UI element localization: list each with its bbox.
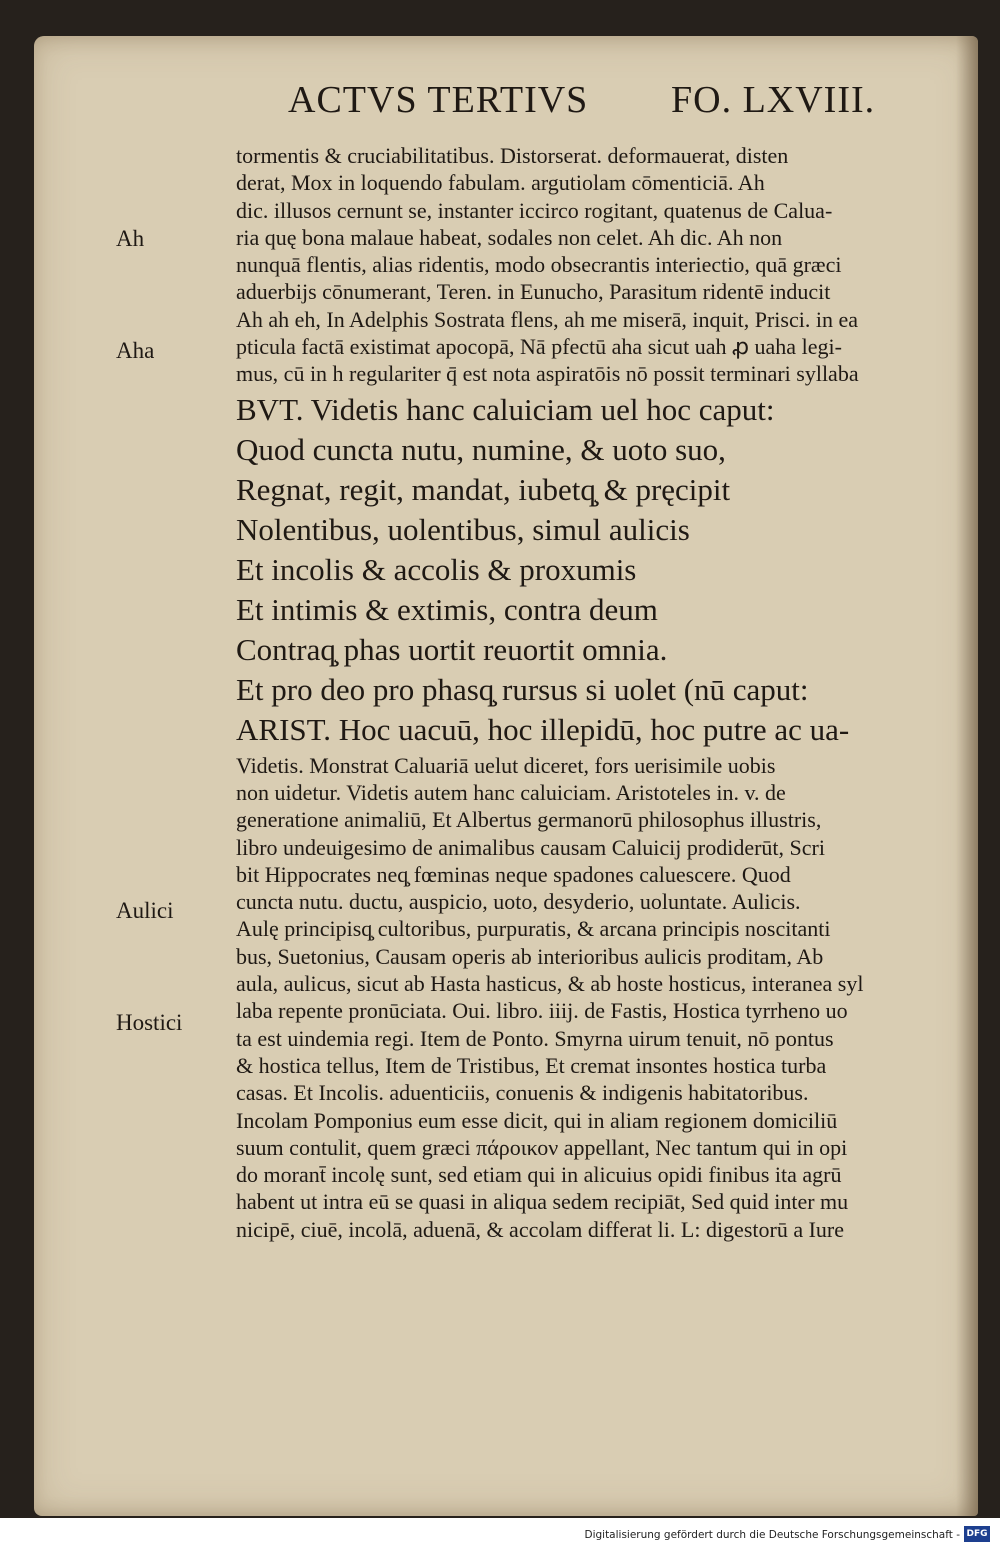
text-line: ta est uindemia regi. Item de Ponto. Smyrna uirum tenuit, nō pontus	[236, 1025, 834, 1051]
text-line: laba repente pronūciata. Oui. libro. iiij. de Fastis, Hostica tyrrheno uo	[236, 998, 848, 1024]
text-line: habent ut intra eū se quasi in aliqua sedem recipiāt, Sed quid inter mu	[236, 1189, 849, 1215]
verse-line: Et intimis & extimis, contra deum	[236, 591, 658, 627]
header-folio-number: FO. LXVIII.	[671, 79, 876, 121]
text-line: pticula factā existimat apocopā, Nā pfectū aha sicut uah ꝓ uaha legi-	[236, 334, 842, 360]
verse-line: BVT. Videtis hanc caluiciam uel hoc caput:	[236, 391, 775, 427]
text-line: bus, Suetonius, Causam operis ab interioribus aulicis proditam, Ab	[236, 943, 824, 969]
text-line: bit Hippocrates neq̧ fœminas neque spadones caluescere. Quod	[236, 861, 791, 887]
text-line: mus, cū in h regulariter q̄ est nota aspiratōis nō possit terminari syllaba	[236, 361, 859, 387]
text-line: nicipē, ciuē, incolā, aduenā, & accolam differat li. L: digestorū a Iure	[236, 1216, 845, 1242]
text-line: nunquā flentis, alias ridentis, modo obsecrantis interiectio, quā græci	[236, 252, 842, 278]
verse-line: Et pro deo pro phasq̧ rursus si uolet (nū caput:	[236, 671, 809, 707]
verse-block	[236, 390, 956, 750]
verse-line: Regnat, regit, mandat, iubetq̧ & pręcipit	[236, 471, 731, 507]
verse-line: Nolentibus, uolentibus, simul aulicis	[236, 511, 690, 547]
dfg-logo: DFG	[964, 1526, 990, 1542]
text-line: libro undeuigesimo de animalibus causam Caluicij prodiderūt, Scri	[236, 834, 825, 860]
text-line: suum contulit, quem græci πάροικον appellant, Nec tantum qui in opi	[236, 1134, 848, 1160]
text-line: generatione animaliū, Et Albertus germanorū philosophus illustris,	[236, 807, 822, 833]
verse-line: Contraq̧ phas uortit reuortit omnia.	[236, 631, 668, 667]
text-line: dic. illusos cernunt se, instanter iccirco rogitant, quatenus de Calua-	[236, 197, 833, 223]
text-line: tormentis & cruciabilitatibus. Distorserat. deformauerat, disten	[236, 143, 789, 168]
main-text	[236, 142, 956, 1243]
footer-funding-text: Digitalisierung gefördert durch die Deutsche Forschungsgemeinschaft -	[584, 1529, 960, 1541]
text-line: aula, aulicus, sicut ab Hasta hasticus, & ab hoste hosticus, interanea syl	[236, 971, 864, 997]
page-edge-shadow	[956, 36, 978, 1516]
running-header	[288, 78, 938, 122]
text-line: aduerbijs cōnumerant, Teren. in Eunucho, Parasitum ridentē inducit	[236, 279, 831, 305]
commentary-block-2	[236, 752, 956, 1243]
margin-note-aulici: Aulici	[116, 898, 174, 923]
text-line: Ah ah eh, In Adelphis Sostrata flens, ah me miserā, inquit, Prisci. in ea	[236, 306, 858, 332]
text-line: cuncta nutu. ductu, auspicio, uoto, desyderio, uoluntate. Aulicis.	[236, 889, 801, 915]
text-line: & hostica tellus, Item de Tristibus, Et cremat insontes hostica turba	[236, 1052, 827, 1078]
text-line: Aulę principisq̧ cultoribus, purpuratis, & arcana principis noscitanti	[236, 916, 831, 942]
text-line: derat, Mox in loquendo fabulam. argutiolam cōmenticiā. Ah	[236, 170, 765, 196]
header-act-title: ACTVS TERTIVS	[288, 79, 589, 121]
commentary-block-1	[236, 142, 956, 388]
text-line: Incolam Pomponius eum esse dicit, qui in aliam regionem domiciliū	[236, 1107, 838, 1133]
text-line: casas. Et Incolis. aduenticiis, conuenis & indigenis habitatoribus.	[236, 1080, 809, 1106]
text-line: ria quę bona malaue habeat, sodales non celet. Ah dic. Ah non	[236, 224, 783, 250]
text-line: do morant̄ incolę sunt, sed etiam qui in alicuius opidi finibus ita agrū	[236, 1162, 842, 1188]
text-line: Videtis. Monstrat Caluariā uelut diceret, fors uerisimile uobis	[236, 752, 776, 778]
footer-bar	[0, 1518, 1000, 1548]
verse-line: Et incolis & accolis & proxumis	[236, 551, 637, 587]
margin-note-aha: Aha	[116, 338, 155, 363]
margin-note-hostici: Hostici	[116, 1010, 183, 1035]
text-line: non uidetur. Videtis autem hanc caluiciam. Aristoteles in. v. de	[236, 779, 786, 805]
verse-line: Quod cuncta nutu, numine, & uoto suo,	[236, 431, 726, 467]
verse-line: ARIST. Hoc uacuū, hoc illepidū, hoc putre ac ua-	[236, 711, 850, 747]
margin-note-ah: Ah	[116, 226, 145, 251]
